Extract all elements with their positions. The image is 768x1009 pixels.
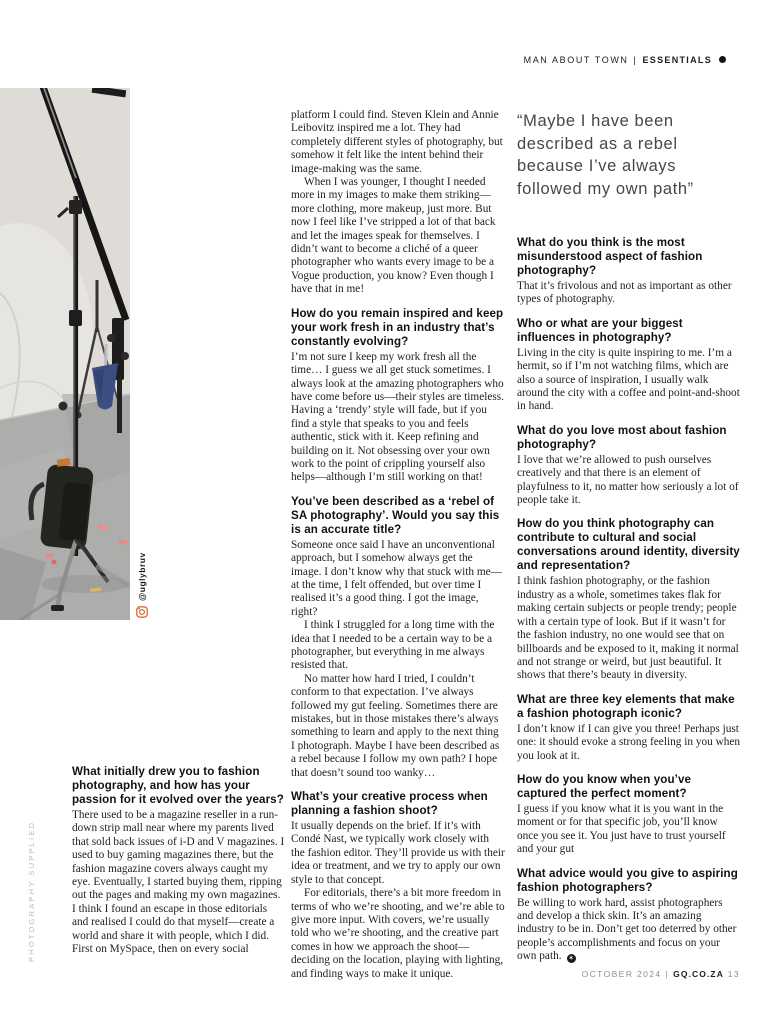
qa-section <box>517 236 741 307</box>
body-paragraph: I guess if you know what it is you want in the moment or for that specific job, you’ll know once you see it. You just have to trust yourself and your gut <box>517 802 726 856</box>
body-paragraph: I think fashion photography, or the fashion industry as a whole, sometimes takes flak for making certain subjects or people trendy; people with a certain type of look. But if it wasn’t for the fashion industry, no one would see that on billboards and be exposed to it, making it normal and not strange or weird, but just beautiful. It shows that there’s beauty in diversity. <box>517 575 739 682</box>
body-paragraph: I think I struggled for a long time with the idea that I needed to be a certain way to be a photographer, but everything in me always resisted that. <box>291 619 495 672</box>
question-heading: How do you remain inspired and keep your work fresh in an industry that’s constantly evolving? <box>291 306 504 348</box>
question-heading: How do you know when you’ve captured the perfect moment? <box>517 772 692 800</box>
question-heading: You’ve been described as a ‘rebel of SA photography’. Would you say this is an accurate title? <box>291 494 500 536</box>
qa-section <box>517 517 741 682</box>
column-left <box>72 765 286 956</box>
qa-section <box>517 317 741 414</box>
qa-section <box>517 693 741 763</box>
question-heading: What’s your creative process when planning a fashion shoot? <box>291 790 488 818</box>
body-paragraph: I don’t know if I can give you three! Perhaps just one: it should evoke a strong feeling in you when you look at it. <box>517 722 741 762</box>
page-folio <box>582 969 740 979</box>
kicker-subsection-label: ESSENTIALS <box>642 55 712 65</box>
folio-site: GQ.CO.ZA <box>673 969 724 979</box>
question-heading: How do you think photography can contribute to cultural and social conversations around identity, diversity and representation? <box>517 517 740 573</box>
answer-block <box>517 575 741 682</box>
answer-continuation <box>291 109 505 297</box>
qa-section <box>72 765 286 956</box>
kicker-section-label: MAN ABOUT TOWN <box>523 55 629 65</box>
studio-photo-art <box>0 88 130 620</box>
qa-section <box>517 867 741 964</box>
body-paragraph: Someone once said I have an unconventional approach, but I somehow always get the image. I don’t know why that stuck with me—at the time, I felt offended, but over time I realised it’s a good thing. I got the image, right? <box>291 538 502 618</box>
body-paragraph: I love that we’re allowed to push ourselves creatively and that there is an element of playfulness to it, no matter how seriously a lot of people take it. <box>517 453 739 507</box>
question-heading: What initially drew you to fashion photography, and how has your passion for it evolved over the years? <box>72 765 284 806</box>
answer-block <box>291 820 505 981</box>
body-paragraph: When I was younger, I thought I needed more in my images to make them striking—more clothing, more makeup, just more. But now I feel like I’ve stripped a lot of that back and let the images speak for themselves. I didn’t want to become a cliché of a queer photographer who wants every image to be a Vogue production, you know? Even though I have that in me! <box>291 176 496 296</box>
section-dot-icon <box>719 56 726 63</box>
body-paragraph: Living in the city is quite inspiring to me. I’m a hermit, so if I’m not watching films, which are also a source of inspiration, I usually walk around the city with a coffee and point-and-shoot in hand. <box>517 346 740 413</box>
answer-block <box>72 809 286 956</box>
body-paragraph: I’m not sure I keep my work fresh all the time… I guess we all get stuck sometimes. I always look at the amazing photographers who have come before us—their styles are timeless. Having a ‘trendy’ style will fade, but if you find a style that speaks to you and feels authentic, stick with it. Keep refining and building on it. Not obsessing over your own work to the point of crippling yourself also helps—although I’m still working on that! <box>291 350 504 484</box>
answer-block <box>291 351 505 485</box>
studio-photo <box>0 88 130 620</box>
qa-section <box>291 495 505 780</box>
body-paragraph <box>517 897 741 964</box>
qa-section <box>517 424 741 508</box>
article-end-icon: ✶ <box>568 954 574 963</box>
instagram-handle: @uglybruv <box>137 552 147 601</box>
section-kicker <box>524 55 726 65</box>
body-paragraph: No matter how hard I tried, I couldn’t conform to that expectation. I’ve always followed my gut feeling. Sometimes there are mistakes, but in those mistakes there’s always something to learn and apply to the next thing I photograph. Maybe I have been described as a rebel because I follow my own path? I hope that doesn’t sound too wanky… <box>291 672 500 779</box>
answer-block <box>517 723 741 763</box>
folio-separator: | <box>665 969 670 979</box>
qa-section <box>291 307 505 485</box>
body-paragraph-text: Be willing to work hard, assist photographers and develop a thick skin. It’s an amazing industry to be in. Don’t get too deterred by other people’s accomplishments and focus on your own path. <box>517 896 737 963</box>
question-heading: Who or what are your biggest influences in photography? <box>517 316 683 344</box>
question-heading: What do you love most about fashion photography? <box>517 423 727 451</box>
qa-section <box>517 773 741 857</box>
body-paragraph: That it’s frivolous and not as important as other types of photography. <box>517 280 732 306</box>
answer-block <box>517 897 741 964</box>
question-heading: What are three key elements that make a fashion photograph iconic? <box>517 692 735 720</box>
answer-block <box>517 347 741 414</box>
instagram-icon <box>136 606 148 618</box>
folio-issue: OCTOBER 2024 <box>581 969 662 979</box>
body-paragraph: For editorials, there’s a bit more freedom in terms of who we’re shooting, and we’re able to give more input. With covers, we’re usually told who we’re shooting, and the creative part comes in how we approach the shoot—deciding on the location, playing with lighting, and finding ways to make it unique. <box>291 887 505 980</box>
answer-block <box>517 280 741 307</box>
instagram-credit <box>135 552 149 618</box>
qa-section <box>291 790 505 981</box>
folio-page-number: 13 <box>727 969 740 979</box>
body-paragraph: There used to be a magazine reseller in a run-down strip mall near where my parents lived that sold back issues of i-D and V magazines. I used to buy gaming magazines there, but the fashion magazine covers always caught my eye. Eventually, I started buying them, ripping out the pages and making my own magazines. I think I found an escape in those editorials and realised I could do that myself—create a world and share it with people, which I did. First on MySpace, then on every social <box>72 809 285 956</box>
answer-block <box>517 454 741 508</box>
answer-block <box>291 539 505 780</box>
kicker-separator: | <box>633 55 638 65</box>
body-paragraph: It usually depends on the brief. If it’s with Condé Nast, we typically work closely with the fashion editor. They’ll provide us with their idea or treatment, and we try to apply our own style to that concept. <box>291 820 505 886</box>
question-heading: What do you think is the most misunderstood aspect of fashion photography? <box>517 236 703 277</box>
question-heading: What advice would you give to aspiring fashion photographers? <box>517 866 738 894</box>
answer-block <box>517 803 741 857</box>
body-paragraph: platform I could find. Steven Klein and Annie Leibovitz inspired me a lot. They had completely different styles of photography, but somehow it felt like the intent behind their image-making was the same. <box>291 109 503 175</box>
column-right <box>517 236 741 964</box>
column-middle <box>291 109 505 981</box>
pull-quote: “Maybe I have been described as a rebel because I’ve always followed my own path” <box>517 112 694 198</box>
photo-credit: PHOTOGRAPHY SUPPLIED <box>27 820 36 962</box>
